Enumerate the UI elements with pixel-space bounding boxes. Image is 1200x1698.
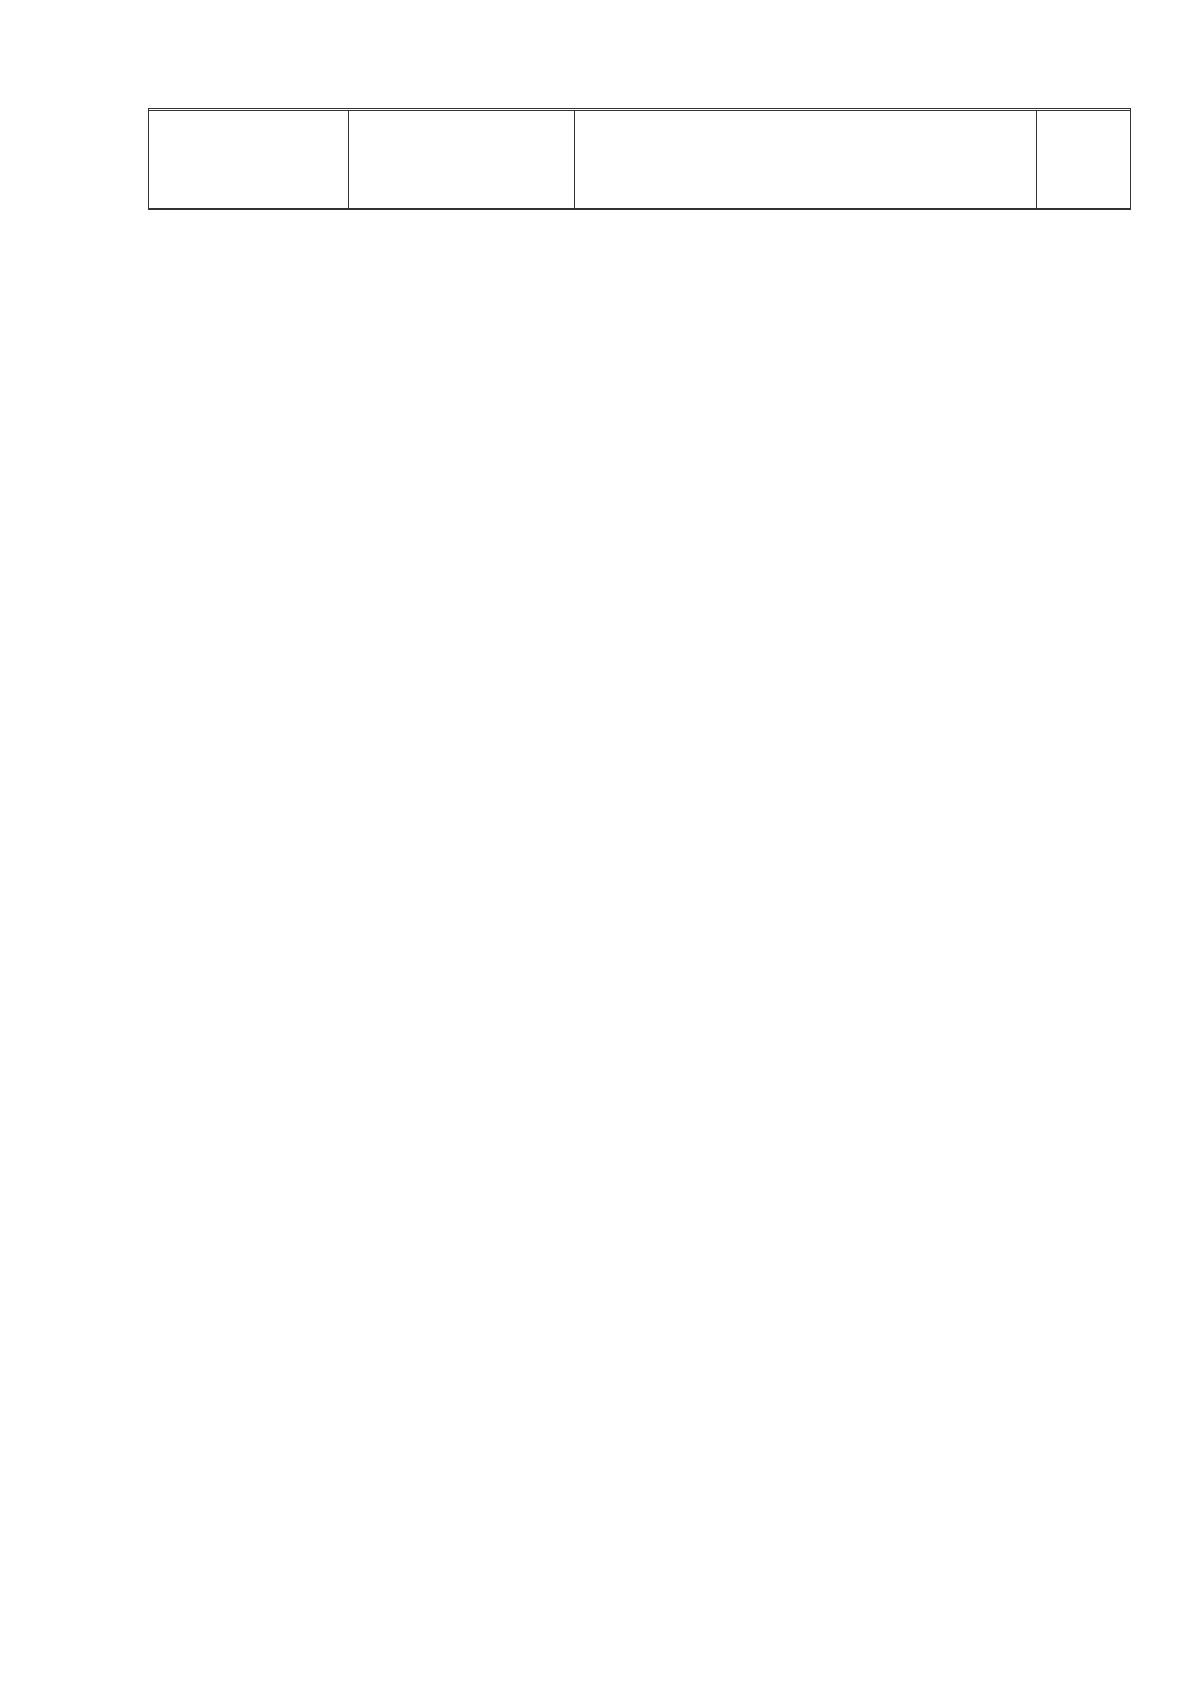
header-row	[149, 111, 1131, 209]
header-forestry-name	[349, 111, 575, 209]
header-usage-type	[149, 111, 349, 209]
column-number-row	[149, 209, 1131, 210]
column-number	[575, 209, 1037, 210]
header-quarters-list	[575, 111, 1037, 209]
header-area	[1037, 111, 1131, 209]
column-number	[149, 209, 349, 210]
forest-table	[148, 108, 1131, 210]
column-number	[1037, 209, 1131, 210]
column-number	[349, 209, 575, 210]
